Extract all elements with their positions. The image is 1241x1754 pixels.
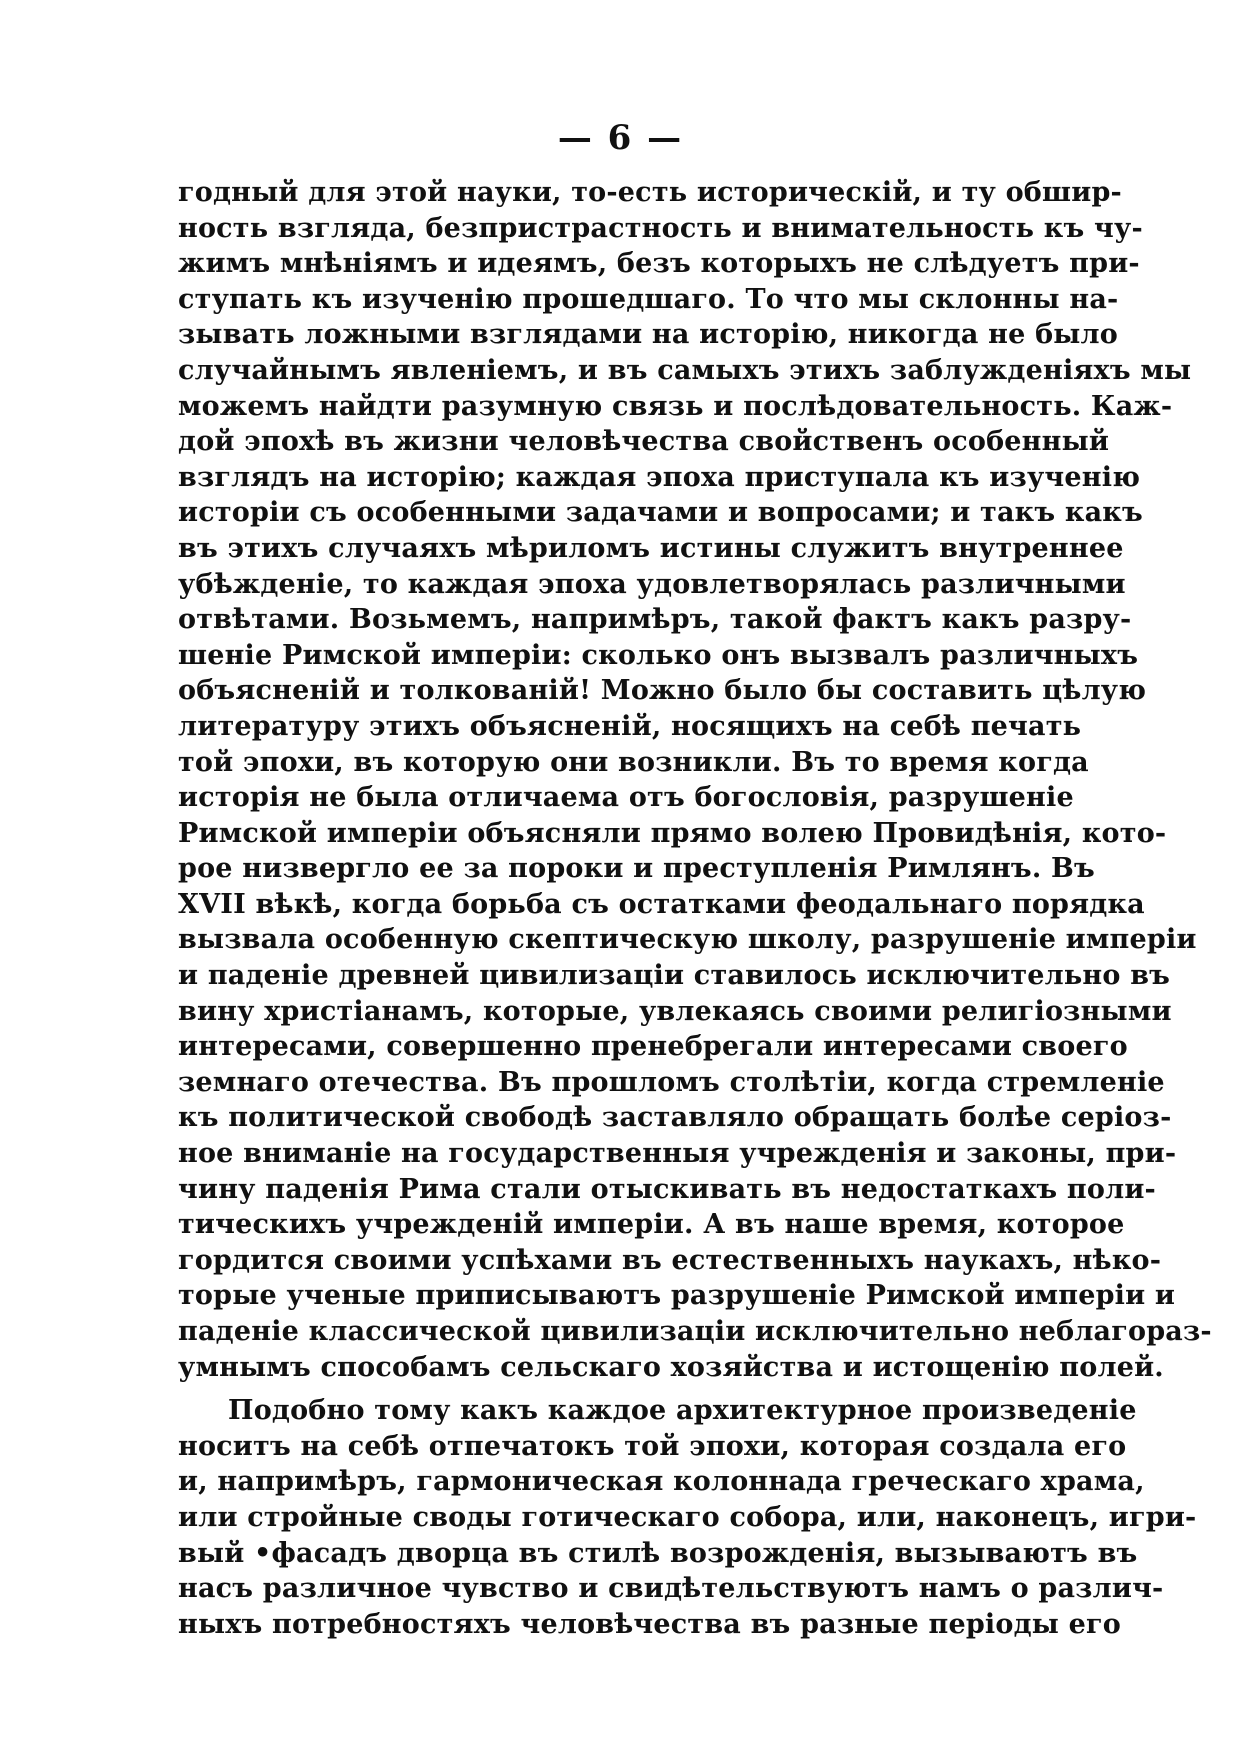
text-line: литературу этихъ объясненій, носящихъ на себѣ печать [178, 710, 1082, 742]
text-line: носитъ на себѣ отпечатокъ той эпохи, которая создала его [178, 1430, 1127, 1462]
text-line: случайнымъ явленіемъ, и въ самыхъ этихъ заблужденіяхъ мы [178, 354, 1192, 386]
text-line: Подобно тому какъ каждое архитектурное произведеніе [228, 1395, 1137, 1427]
text-line: торые ученые приписываютъ разрушеніе Римской имперіи и [178, 1280, 1176, 1312]
text-line: шеніе Римской имперіи: сколько онъ вызвалъ различныхъ [178, 639, 1139, 671]
text-line: и паденіе древней цивилизаціи ставилось исключительно въ [178, 960, 1171, 992]
page-text [178, 175, 1212, 1642]
text-line: въ этихъ случаяхъ мѣриломъ истины служитъ внутреннее [178, 532, 1124, 564]
text-line: вину христіанамъ, которые, увлекаясь своими религіозными [178, 995, 1172, 1027]
text-line: ныхъ потребностяхъ человѣчества въ разные періоды его [178, 1608, 1121, 1640]
text-line: можемъ найдти разумную связь и послѣдовательность. Каж- [178, 390, 1173, 422]
paragraph-spacer [178, 1385, 1068, 1393]
text-line: Римской имперіи объясняли прямо волею Провидѣнія, кото- [178, 817, 1167, 849]
text-line: вый •фасадъ дворца въ стилѣ возрожденія, вызываютъ въ [178, 1537, 1138, 1569]
text-line: рое низвергло ее за пороки и преступленія Римлянъ. Въ [178, 853, 1095, 885]
paragraph-1 [178, 175, 1212, 1385]
text-line: паденіе классической цивилизаціи исключительно неблагораз- [178, 1316, 1212, 1347]
text-line: ступать къ изученію прошедшаго. То что мы склонны на- [178, 283, 1119, 315]
text-line: исторія не была отличаема отъ богословія, разрушеніе [178, 782, 1074, 814]
text-line: той эпохи, въ которую они возникли. Въ то время когда [178, 746, 1089, 778]
text-line: XVII вѣкѣ, когда борьба съ остатками феодальнаго порядка [178, 888, 1145, 920]
text-line: тическихъ учрежденій имперіи. А въ наше время, которое [178, 1209, 1125, 1241]
text-line: насъ различное чувство и свидѣтельствуютъ намъ о различ- [178, 1573, 1164, 1605]
text-line: земнаго отечества. Въ прошломъ столѣтіи, когда стремленіе [178, 1066, 1165, 1098]
text-line: и, напримѣръ, гармоническая колоннада греческаго храма, [178, 1466, 1145, 1498]
text-line: вызвала особенную скептическую школу, разрушеніе имперіи [178, 924, 1197, 956]
text-line: или стройные своды готическаго собора, или, наконецъ, игри- [178, 1501, 1197, 1533]
page-number: — 6 — [557, 118, 684, 158]
text-line: отвѣтами. Возьмемъ, напримѣръ, такой фактъ какъ разру- [178, 604, 1132, 636]
text-line: дой эпохѣ въ жизни человѣчества свойственъ особенный [178, 426, 1110, 458]
text-line: исторіи съ особенными задачами и вопросами; и такъ какъ [178, 497, 1143, 529]
text-line: чину паденія Рима стали отыскивать въ недостаткахъ поли- [178, 1173, 1156, 1205]
text-line: убѣжденіе, то каждая эпоха удовлетворялась различными [178, 568, 1126, 600]
text-line: ность взгляда, безпристрастность и внимательность къ чу- [178, 212, 1143, 244]
text-line: гордится своими успѣхами въ естественныхъ наукахъ, нѣко- [178, 1244, 1162, 1276]
text-line: къ политической свободѣ заставляло обращать болѣе серіоз- [178, 1102, 1172, 1134]
text-line: жимъ мнѣніямъ и идеямъ, безъ которыхъ не слѣдуетъ при- [178, 248, 1140, 280]
text-line: ное вниманіе на государственныя учрежденія и законы, при- [178, 1138, 1177, 1170]
paragraph-2 [178, 1393, 1197, 1642]
text-line: взглядъ на исторію; каждая эпоха приступала къ изученію [178, 461, 1141, 493]
text-line: интересами, совершенно пренебрегали интересами своего [178, 1031, 1128, 1063]
text-line: умнымъ способамъ сельскаго хозяйства и истощенію полей. [178, 1351, 1164, 1383]
text-line: зывать ложными взглядами на исторію, никогда не было [178, 319, 1118, 351]
text-line: годный для этой науки, то-есть историческій, и ту обшир- [178, 177, 1122, 208]
text-line: объясненій и толкованій! Можно было бы составить цѣлую [178, 675, 1147, 707]
